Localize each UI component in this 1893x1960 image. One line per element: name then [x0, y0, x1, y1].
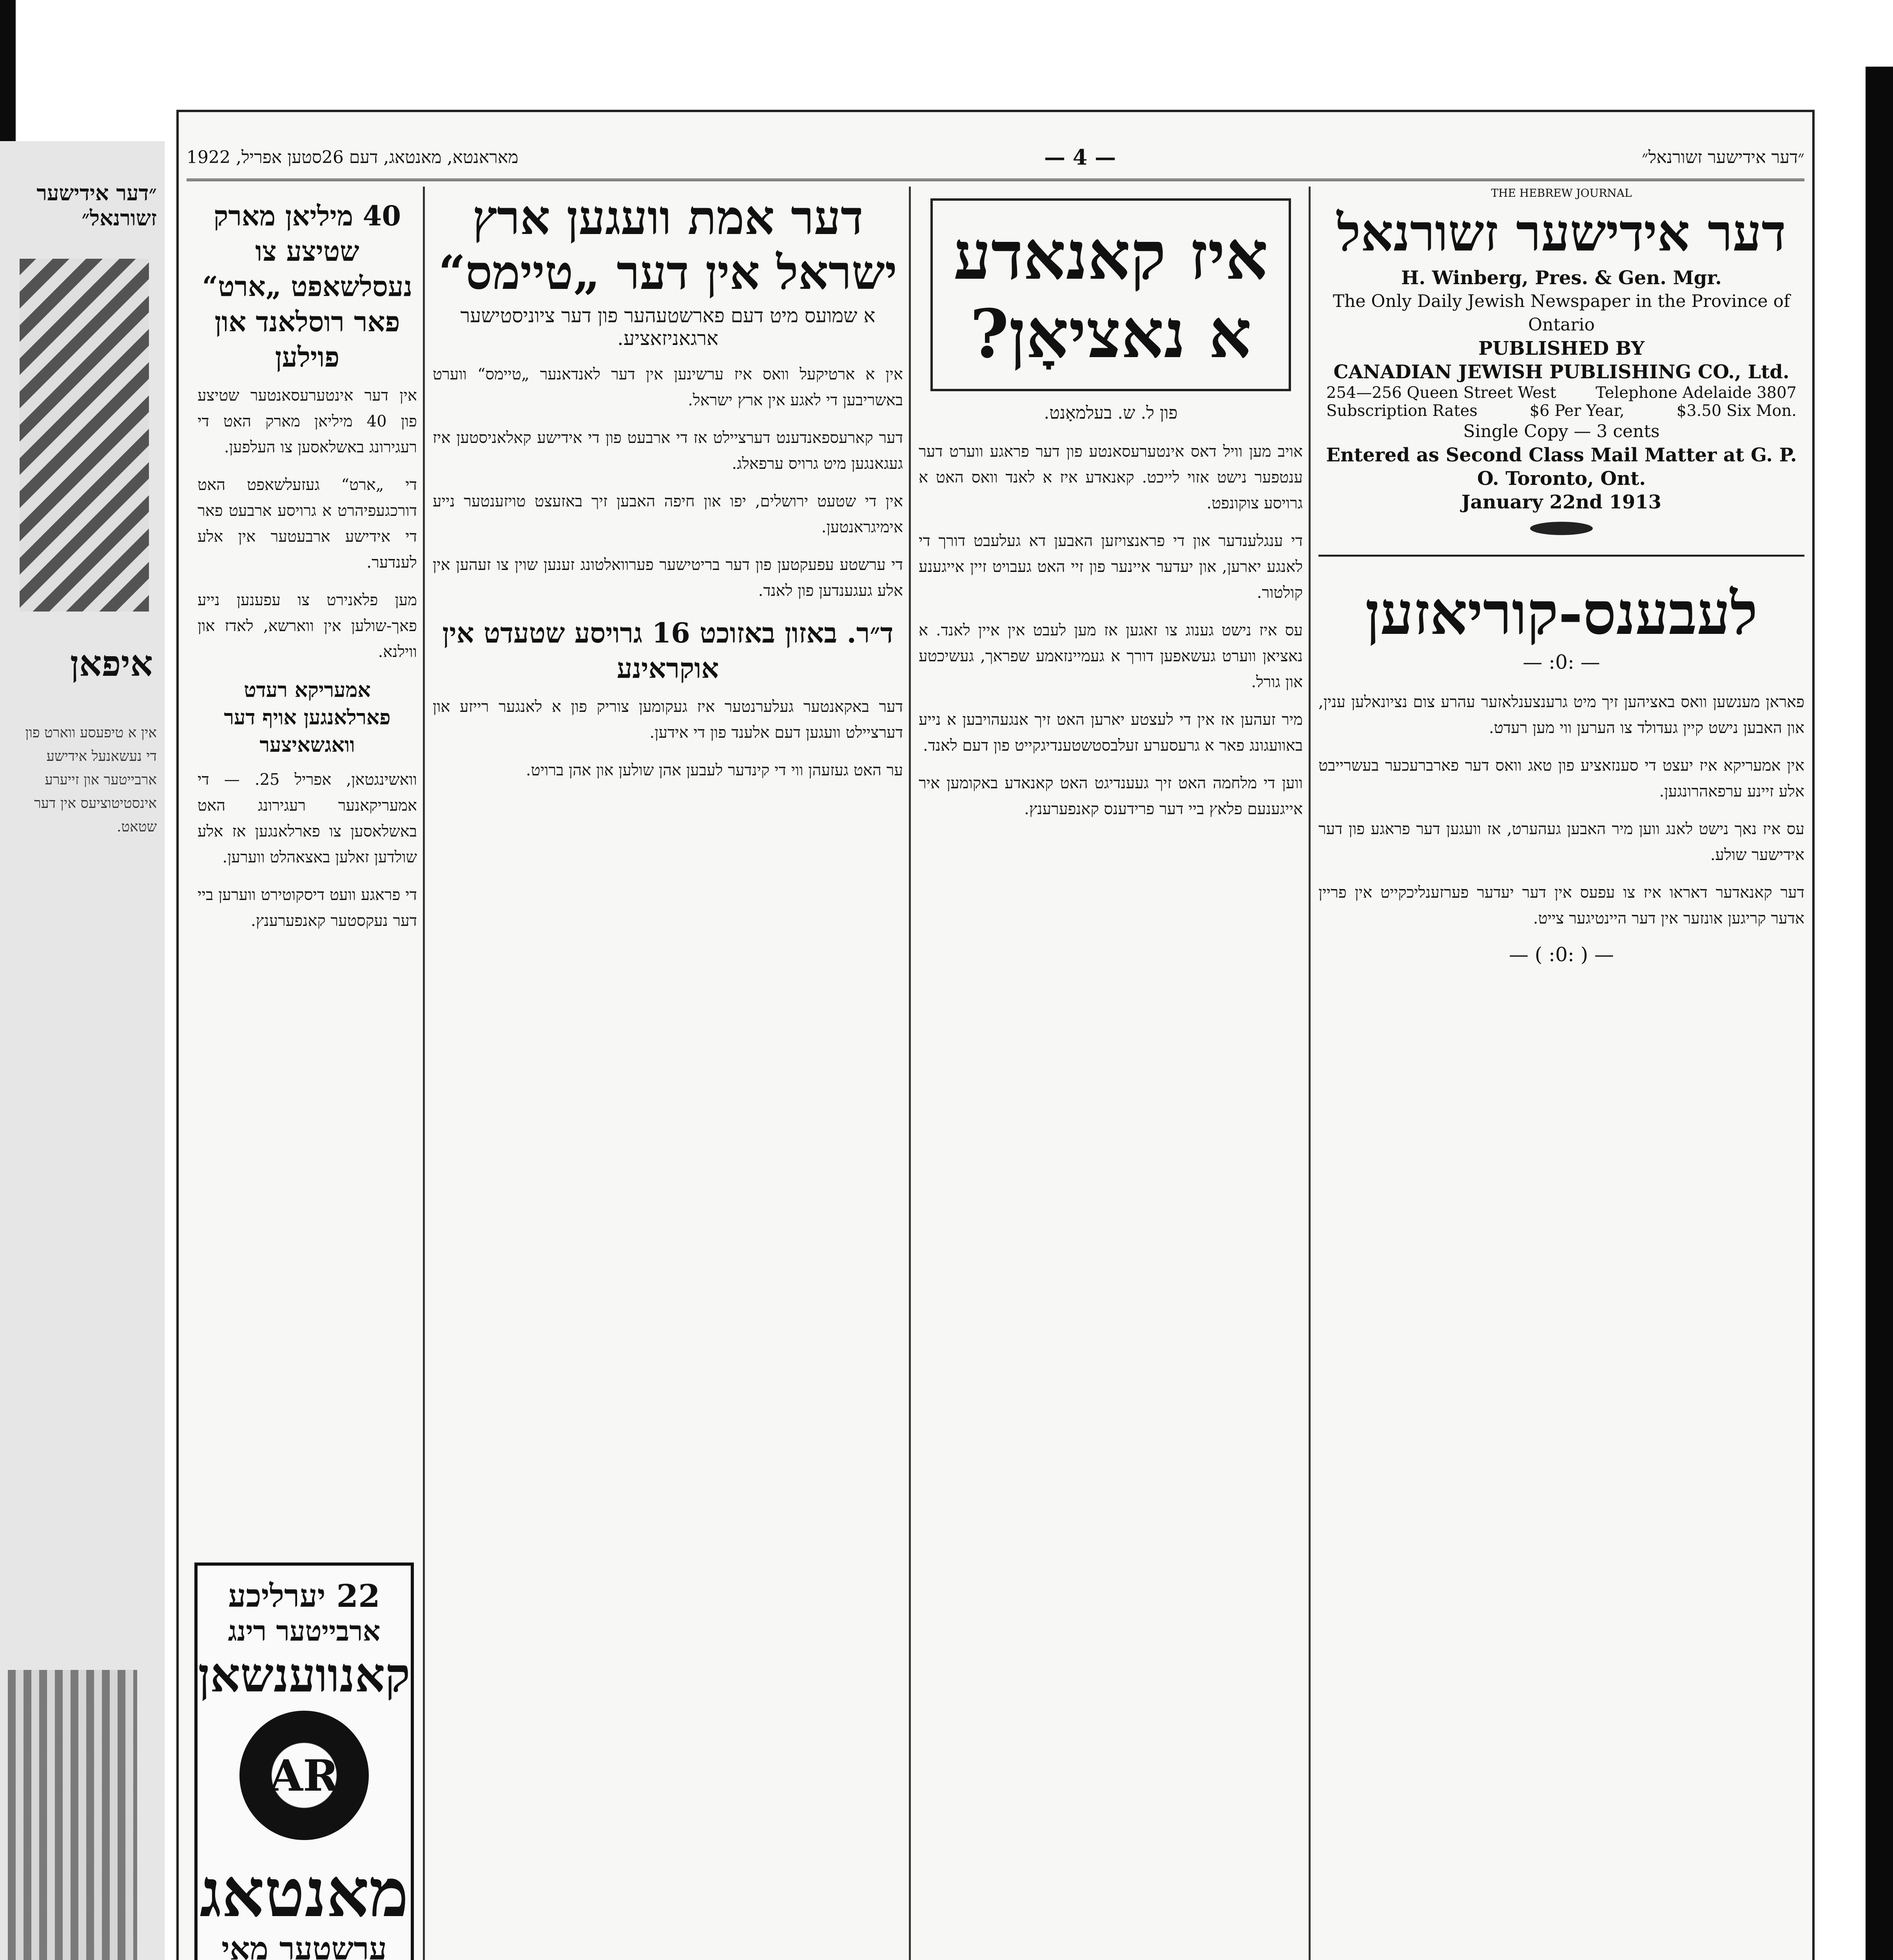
- times-paragraph: די ערשטע עפעקטען פון דער בריטישער פערוואלטונג זענען שוין צו זעהען אין אלע געגענדען פון לאנד.: [433, 556, 903, 600]
- ad-line2: ארבייטער רינג: [228, 1615, 381, 1647]
- canada-nation-paragraph: ווען די מלחמה האט זיך געענדיגט האט קאנאדע באקומען איר אייגענעם פלאץ ביי דער פרידענס קאנפערענץ.: [919, 774, 1303, 818]
- art-paragraph: די „ארט“ געזעלשאפט האט דורכגעפיהרט א גרויסע ארבעט פאר די אידישע ארבעטער אין אלע לענדער.: [198, 476, 417, 572]
- column-art-support: [198, 187, 417, 1495]
- america-paragraph: וואשינגטאן, אפריל 25. — די אמעריקאנער רעגירונג האט באשלאסען צו פארלאנגען אז אלע שולדען זאלען באצאהלט ווערען.: [198, 771, 417, 866]
- previous-page-text: אין א טיפעסע ווארט פון די נעשאנעל אידישע ארבייטער און זייערע אינסטיטוציעס אין דער שטאט.: [25, 725, 157, 835]
- workmens-circle-advertisement: [194, 1563, 414, 1960]
- editorial-mark: — :0: —: [1523, 651, 1600, 673]
- previous-page-header: ״דער אידישער זשורנאל״: [36, 180, 157, 230]
- times-headline: דער אמת וועגען ארץ ישראל אין דער „טיימס“: [438, 190, 898, 300]
- times-paragraph: אין א ארטיקעל וואס איז ערשינען אין דער לאנדאנער „טיימס“ ווערט באשריבען די לאגע אין ארץ ישראל.: [433, 365, 903, 409]
- previous-page-image: [8, 1670, 137, 1960]
- running-head-date: מאראנטא, מאנטאג, דעם 26סטען אפריל, 1922: [187, 147, 519, 167]
- editorial-headline: לעבענס-קוריאזען: [1365, 579, 1758, 648]
- america-headline: אמעריקא רעדט פארלאנגען אויף דער וואגשאיצער: [224, 678, 391, 757]
- editorial-paragraph: דער קאנאדער דאראו איז צו עפעס אין דער יעדער פערזענליכקייט אין פריין אדער קריגען אונזער אין דער היינטיגער צייט.: [1318, 884, 1804, 927]
- running-head: [187, 136, 1804, 181]
- masthead-address-row: [1318, 384, 1804, 402]
- running-head-paper: ״דער אידישער זשורנאל״: [1642, 147, 1804, 167]
- bazon-paragraph: דער באקאנטער געלערנטער איז געקומען צוריק פון א לאנגער רייזע און דערציילט וועגען דעם אלענד פון די אידען.: [433, 698, 903, 742]
- column-rule: [423, 187, 425, 1960]
- masthead-company: CANADIAN JEWISH PUBLISHING CO., Ltd.: [1333, 361, 1790, 383]
- bazon-headline: ד״ר. באזון באזוכט 16 גרויסע שטעדט אין אוקראינע: [442, 617, 894, 684]
- art-headline: 40 מיליאן מארק שטיצע צו נעסלשאפט „ארט“ פאר רוסלאנד און פוילען: [202, 200, 413, 373]
- column-times-article: [433, 187, 903, 1960]
- ad-line3: קאנווענשאן: [198, 1648, 410, 1703]
- ad-line5: ערשטער מאי: [221, 1930, 387, 1960]
- masthead-rates-label: Subscription Rates: [1326, 402, 1478, 420]
- canada-nation-paragraph: מיר זעהען אז אין די לעצטע יארען האט זיך אנגעהויבען א נייע באוועגונג פאר א גרעסערע זעלבסטשטענדיגקייט פון דעם לאנד.: [919, 711, 1303, 755]
- ad-line4: מאנטאג: [199, 1854, 409, 1932]
- masthead-rates-row: [1318, 402, 1804, 420]
- masthead-rate-year: $6 Per Year,: [1529, 402, 1625, 420]
- masthead-ornament: [1530, 522, 1593, 535]
- column-rule: [1309, 187, 1311, 1960]
- masthead-publisher: H. Winberg, Pres. & Gen. Mgr.: [1401, 267, 1722, 289]
- america-paragraph: די פראגע וועט דיסקוטירט ווערען ביי דער נעקסטער קאנפערענץ.: [198, 886, 417, 930]
- scan-border-right: [1866, 67, 1893, 1960]
- masthead-rate-six: $3.50 Six Mon.: [1676, 402, 1797, 420]
- masthead-single-copy: Single Copy — 3 cents: [1463, 421, 1660, 441]
- editorial-paragraph: אין אמעריקא איז יעצט די סענזאציע פון טאג וואס דער פארברעכער בעשרייבט אלע זיינע ערפאהרונגען.: [1318, 757, 1804, 800]
- previous-page-illustration: [20, 259, 149, 612]
- canada-nation-byline: פון ל. ש. בעלמאָנט.: [1044, 403, 1178, 423]
- masthead-english: THE HEBREW JOURNAL: [1491, 187, 1632, 200]
- times-paragraph: אין די שטעט ירושלים, יפו און חיפה האבען זיך באזעצט טויזענטער נייע אימיגראנטען.: [433, 492, 903, 536]
- bazon-paragraph: ער האט געזעהן ווי די קינדער לעבען אהן שולען און אהן ברויט.: [526, 761, 903, 779]
- masthead-published-by: PUBLISHED BY: [1478, 338, 1645, 359]
- column-masthead: [1318, 187, 1804, 1960]
- editorial-paragraph: פאראן מענשען וואס באציהען זיך מיט גרענצענלאזער עהרע צום נציונאלען ענין, און האבען נישט קיין געדולד צו הערען ווי מען רעדט.: [1318, 693, 1804, 737]
- ad-line1: 22 יערליכע: [228, 1577, 380, 1614]
- times-paragraph: דער קארעספאנדענט דערציילט אז די ארבעט פון די אידישע קאלאניסטען איז געגאנגען מיט גרויס ערפאלג.: [433, 429, 903, 473]
- previous-page-subhead: איפאן: [70, 643, 153, 684]
- masthead-address: 254—256 Queen Street West: [1326, 384, 1556, 402]
- previous-page-fragment: [0, 141, 165, 1960]
- masthead-entered-date: January 22nd 1913: [1461, 491, 1662, 513]
- masthead: [1318, 187, 1804, 557]
- editorial-footer-mark: — ( :0: ) —: [1509, 943, 1614, 966]
- art-paragraph: אין דער אינטערעסאנטער שטיצע פון 40 מיליאן מארק האט די רעגירונג באשלאסען צו העלפען.: [198, 387, 417, 456]
- canada-nation-paragraph: עס איז נישט גענוג צו זאגען אז מען לעבט אין איין לאנד. א נאציאן ווערט געשאפען דורך א געמיינזאמע שפראך, געשיכטע און גורל.: [919, 621, 1303, 691]
- editorial-paragraph: עס איז נאך נישט לאנג ווען מיר האבען געהערט, אז וועגען דער פראגע פון דער אידישער שולע.: [1318, 820, 1804, 864]
- canada-nation-paragraph: די ענגלענדער און די פראנצויזען האבען דא געלעבט דורך די לאנגע יארען, און יעדער איינער פון זיי האט געבויט זיין אייגענע קולטור.: [919, 532, 1303, 602]
- newspaper-page: [176, 110, 1815, 1960]
- emblem-letters: AR: [269, 1750, 339, 1801]
- masthead-phone: Telephone Adelaide 3807: [1596, 384, 1797, 402]
- page-number: — 4 —: [1044, 145, 1116, 170]
- column-rule: [909, 187, 911, 1960]
- times-subheadline: א שמועס מיט דעם פארשטעהער פון דער ציוניסטישער ארגאניזאציע.: [460, 304, 876, 350]
- column-canada-nation: [919, 187, 1303, 1960]
- canada-nation-paragraph: אויב מען וויל דאס אינטערעסאנטע פון דער פראגע ווערט דער ענטפער נישט אזוי לייכט. קאנאדע איז א לאנד וואס האט א גרויסע צוקונפט.: [919, 443, 1303, 512]
- masthead-entered: Entered as Second Class Mail Matter at G. P. O. Toronto, Ont.: [1326, 444, 1797, 490]
- canada-nation-headline: איז קאנאדע א נאציאָן?: [930, 198, 1291, 391]
- workmens-circle-emblem-icon: [239, 1711, 369, 1840]
- art-paragraph: מען פלאנירט צו עפענען נייע פאך-שולען אין ווארשא, לאדז און ווילנא.: [198, 591, 417, 661]
- masthead-title: דער אידישער זשורנאל: [1336, 203, 1786, 263]
- masthead-only-daily: The Only Daily Jewish Newspaper in the Province of Ontario: [1333, 291, 1790, 335]
